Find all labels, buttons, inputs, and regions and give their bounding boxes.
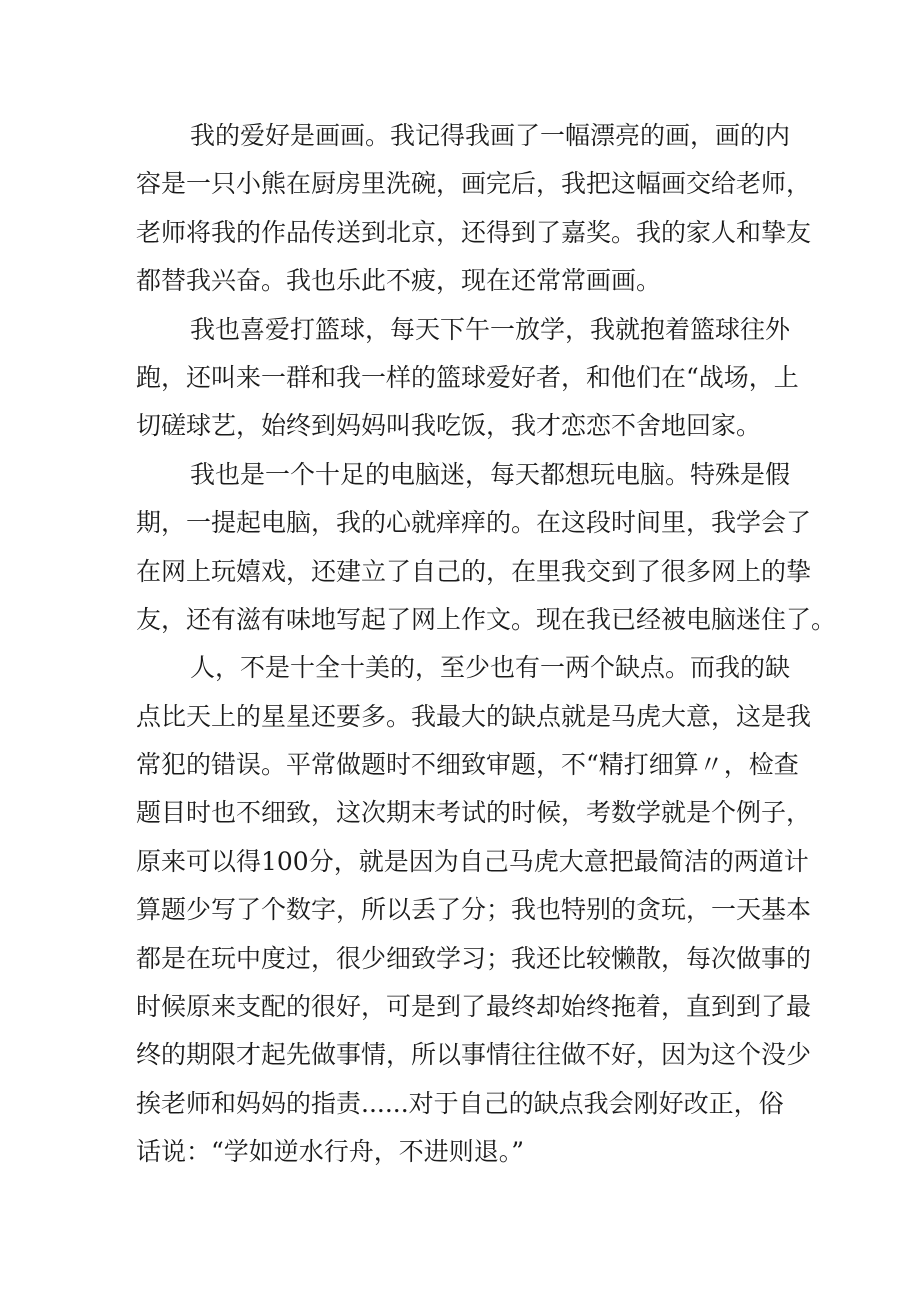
text-line: 都是在玩中度过，很少细致学习；我还比较懒散，每次做事的 (136, 943, 812, 973)
text-line: 常犯的错误。平常做题时不细致审题，不“精打细算〃，检查 (136, 750, 799, 780)
text-line: 原来可以得100分，就是因为自己马虎大意把最简洁的两道计 (136, 846, 809, 876)
paragraph-hobby-computer (136, 451, 837, 645)
paragraph-shortcomings (136, 644, 812, 1176)
text-line: 话说：“学如逆水行舟，不进则退。” (136, 1137, 525, 1167)
essay-body (136, 112, 837, 1177)
text-line: 时候原来支配的很好，可是到了最终却始终拖着，直到到了最 (136, 992, 812, 1022)
text-line: 容是一只小熊在厨房里洗碗，画完后，我把这幅画交给老师， (136, 169, 812, 199)
paragraph-hobby-basketball (136, 306, 802, 451)
text-line: 我也是一个十足的电脑迷，每天都想玩电脑。特殊是假 (190, 459, 791, 489)
text-line: 期，一提起电脑，我的心就痒痒的。在这段时间里，我学会了 (136, 508, 812, 538)
text-line: 切磋球艺，始终到妈妈叫我吃饭，我才恋恋不舍地回家。 (136, 411, 762, 441)
text-line: 跑，还叫来一群和我一样的篮球爱好者，和他们在“战场，上 (136, 362, 799, 392)
text-line: 点比天上的星星还要多。我最大的缺点就是马虎大意，这是我 (136, 701, 812, 731)
text-line: 在网上玩嬉戏，还建立了自己的，在里我交到了很多网上的挚 (136, 556, 812, 586)
text-line: 友，还有滋有味地写起了网上作文。现在我已经被电脑迷住了。 (136, 604, 837, 634)
paragraph-hobby-drawing (136, 112, 812, 306)
text-line: 人，不是十全十美的，至少也有一两个缺点。而我的缺 (190, 653, 791, 683)
text-line: 我的爱好是画画。我记得我画了一幅漂亮的画，画的内 (190, 121, 791, 150)
text-line: 挨老师和妈妈的指责......对于自己的缺点我会刚好改正，俗 (136, 1088, 784, 1118)
text-line: 题目时也不细致，这次期末考试的时候，考数学就是个例子， (136, 798, 812, 828)
text-line: 老师将我的作品传送到北京，还得到了嘉奖。我的家人和挚友 (136, 217, 812, 247)
text-line: 都替我兴奋。我也乐此不疲，现在还常常画画。 (136, 266, 662, 296)
text-line: 算题少写了个数字，所以丢了分；我也特别的贪玩，一天基本 (136, 895, 812, 925)
text-line: 我也喜爱打篮球，每天下午一放学，我就抱着篮球往外 (190, 314, 791, 344)
text-line: 终的期限才起先做事情，所以事情往往做不好，因为这个没少 (136, 1040, 812, 1070)
